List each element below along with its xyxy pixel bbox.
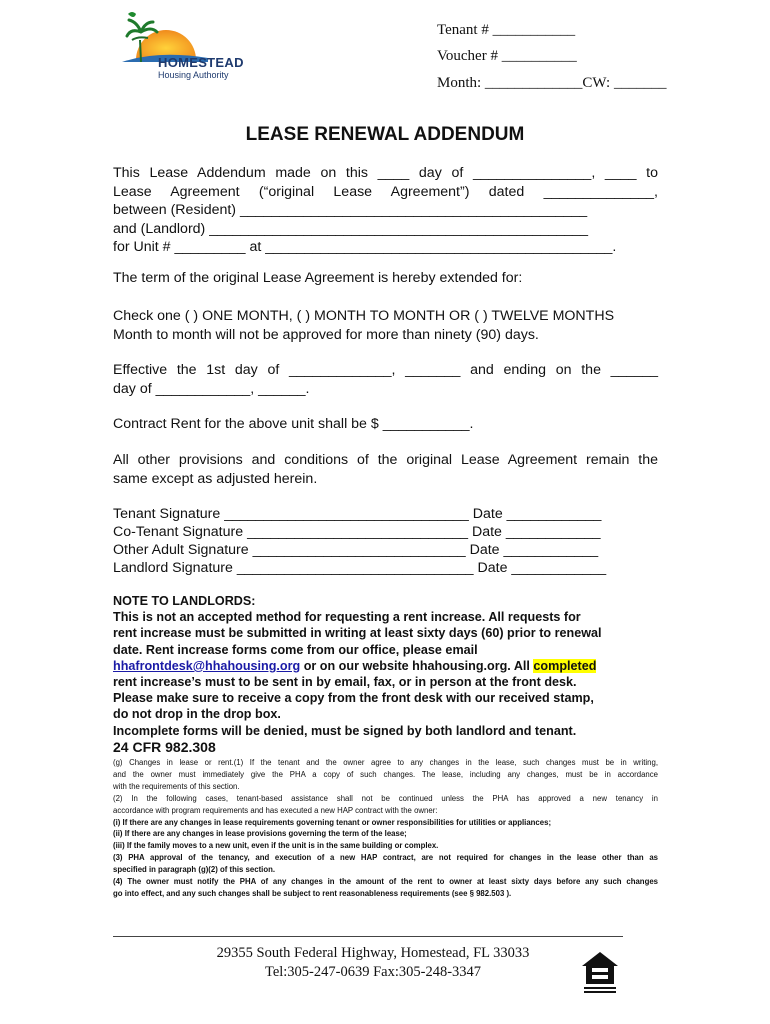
logo-subtitle: Housing Authority	[158, 70, 229, 80]
note-line-text: or on our website hhahousing.org. All	[300, 658, 534, 673]
note-line: do not drop in the drop box.	[113, 707, 281, 722]
effective-line: day of ____________, ______.	[113, 380, 310, 397]
cfr-citation: 24 CFR 982.308	[113, 738, 216, 755]
regulation-line: go into effect, and any such changes shall be subject to rent reasonableness requirements (see § 982.503 ).	[113, 888, 512, 898]
note-line: rent increase’s must to be sent in by email, fax, or in person at the front desk.	[113, 675, 577, 690]
note-line: rent increase must be submitted in writing at least sixty days (60) prior to renewal	[113, 626, 602, 641]
regulation-line: (3) PHA approval of the tenancy, and execution of a new HAP contract, are not required for changes in the lease other than as	[113, 853, 658, 863]
effective-line: Effective the 1st day of _____________, _______ and ending on the ______	[113, 362, 658, 378]
logo-wordmark	[158, 56, 244, 80]
footer-address: 29355 South Federal Highway, Homestead, FL 33033	[216, 945, 530, 961]
effective-section	[113, 361, 658, 398]
footer-divider	[113, 936, 623, 937]
regulation-line: accordance with program requirements and has executed a new HAP contract with the owner:	[113, 805, 438, 815]
intro-line: Lease Agreement (“original Lease Agreement”) dated ______________,	[113, 183, 658, 200]
month-cw-field[interactable]: Month: _____________CW: _______	[437, 75, 667, 91]
regulation-line: (ii) If there are any changes in lease provisions governing the term of the lease;	[113, 829, 407, 839]
provisions-line: same except as adjusted herein.	[113, 470, 318, 487]
note-line: date. Rent increase forms come from our office, please email	[113, 642, 478, 657]
highlighted-word: completed	[533, 658, 597, 673]
tenant-number-field[interactable]: Tenant # ___________	[437, 22, 576, 38]
intro-paragraph	[113, 164, 658, 257]
note-line: Incomplete forms will be denied, must be signed by both landlord and tenant.	[113, 723, 577, 738]
check-one-section	[113, 307, 658, 344]
contract-rent-line: Contract Rent for the above unit shall be $ ___________.	[113, 416, 474, 432]
provisions-section	[113, 451, 658, 488]
note-line: This is not an accepted method for requesting a rent increase. All requests for	[113, 610, 581, 625]
landlord-signature-line[interactable]: Landlord Signature ______________________________ Date ____________	[113, 560, 607, 576]
voucher-number-field[interactable]: Voucher # __________	[437, 48, 577, 64]
regulation-line: and the owner must immediately give the PHA a copy of such changes. The lease, including any changes, must be in accordance	[113, 769, 658, 779]
email-link[interactable]: hhafrontdesk@hhahousing.org	[113, 658, 301, 673]
term-text: The term of the original Lease Agreement is hereby extended for:	[113, 270, 523, 286]
regulation-line: (g) Changes in lease or rent.(1) If the tenant and the owner agree to any changes in the lease, such changes must be in writing,	[113, 758, 658, 767]
regulation-line: (4) The owner must notify the PHA of any changes in the amount of the rent to owner at least sixty days before any such changes	[113, 877, 658, 887]
intro-line: and (Landlord) ________________________________________________	[113, 220, 588, 237]
other-adult-signature-line[interactable]: Other Adult Signature ___________________________ Date ____________	[113, 542, 599, 558]
regulation-text	[113, 757, 658, 900]
intro-line: This Lease Addendum made on this ____ day of _______________, ____ to	[113, 165, 658, 181]
note-heading: NOTE TO LANDLORDS:	[113, 594, 256, 608]
tenant-signature-line[interactable]: Tenant Signature _______________________________ Date ____________	[113, 506, 602, 522]
regulation-line: (i) If there are any changes in lease requirements governing tenant or owner responsibilities for utilities or appliances;	[113, 817, 552, 827]
provisions-line: All other provisions and conditions of the original Lease Agreement remain the	[113, 452, 658, 468]
equal-housing-opportunity-icon	[580, 950, 620, 994]
signature-block	[113, 505, 658, 577]
intro-line: between (Resident) ____________________________________________	[113, 202, 588, 218]
check-line: Check one ( ) ONE MONTH, ( ) MONTH TO MONTH OR ( ) TWELVE MONTHS	[113, 308, 615, 324]
regulation-line: with the requirements of this section.	[113, 781, 240, 791]
note-to-landlords	[113, 593, 658, 755]
check-line: Month to month will not be approved for more than ninety (90) days.	[113, 326, 539, 343]
document-title: LEASE RENEWAL ADDENDUM	[245, 124, 525, 145]
regulation-line: specified in paragraph (g)(2) of this section.	[113, 865, 276, 875]
note-line: Please make sure to receive a copy from the front desk with our received stamp,	[113, 691, 594, 706]
logo-name: HOMESTEAD	[158, 55, 244, 70]
regulation-line: (2) In the following cases, tenant-based assistance shall not be continued unless the PHA has approved a new tenancy in	[113, 793, 658, 803]
footer-phone: Tel:305-247-0639 Fax:305-248-3347	[264, 964, 482, 980]
intro-line: for Unit # _________ at ____________________________________________.	[113, 239, 617, 255]
note-line	[113, 658, 658, 674]
regulation-line: (iii) If the family moves to a new unit, even if the unit is in the same building or complex.	[113, 841, 439, 851]
co-tenant-signature-line[interactable]: Co-Tenant Signature ____________________________ Date ____________	[113, 524, 601, 540]
